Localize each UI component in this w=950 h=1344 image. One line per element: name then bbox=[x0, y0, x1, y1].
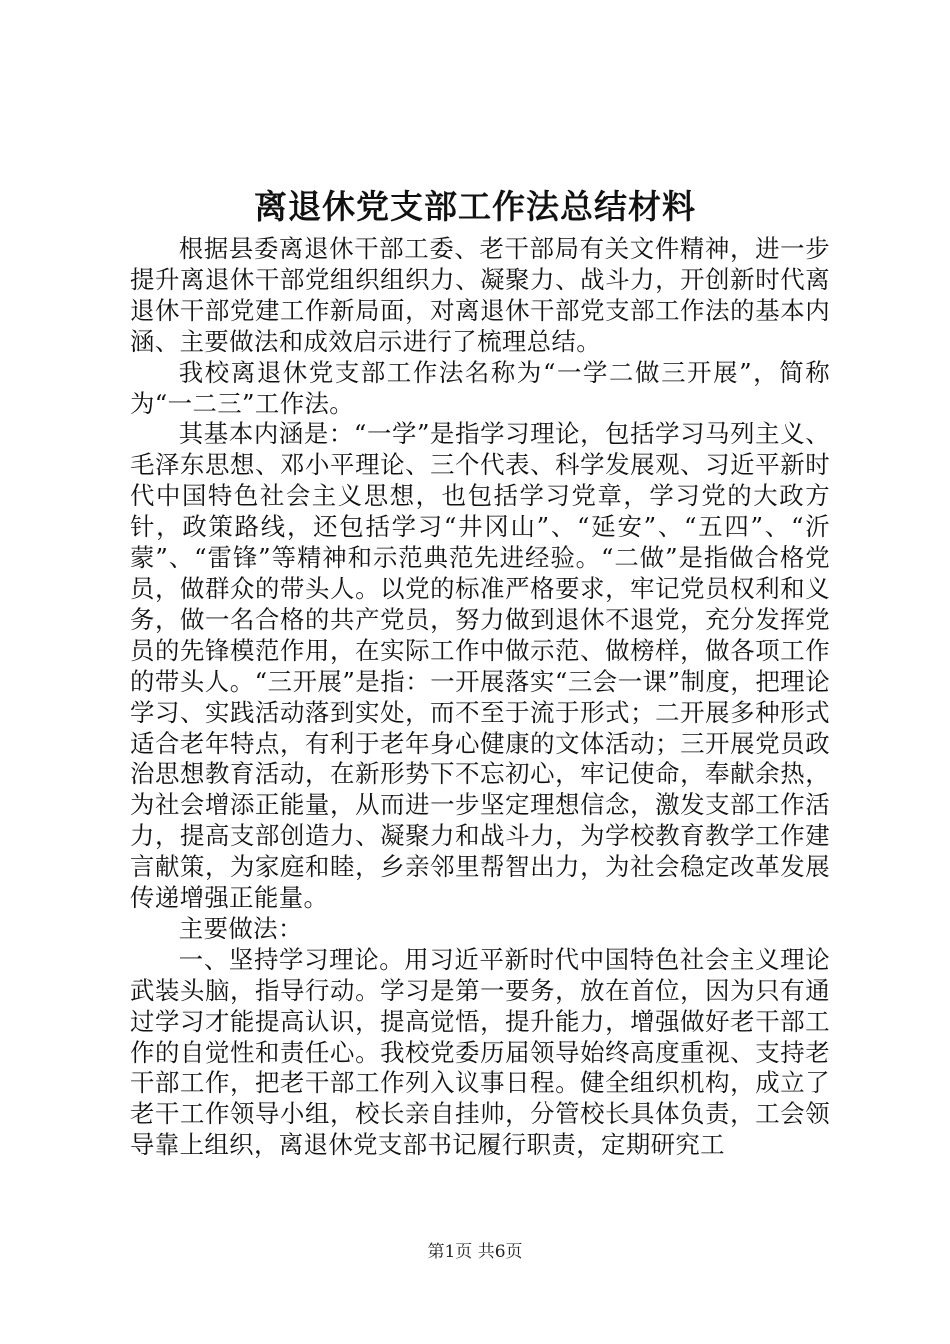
paragraph-main-methods-heading: 主要做法： bbox=[178, 913, 303, 943]
paragraph-name: 我校离退休党支部工作法名称为“一学二做三开展”，简称为“一二三”工作法。 bbox=[130, 357, 830, 418]
document-body bbox=[130, 234, 830, 1161]
paragraph-intro: 根据县委离退休干部工委、老干部局有关文件精神，进一步提升离退休干部党组织组织力、凝聚力、战斗力，开创新时代离退休干部党建工作新局面，对离退休干部党支部工作法的基本内涵、主要做法和成效启示进行了梳理总结。 bbox=[130, 234, 830, 356]
document-title: 离退休党支部工作法总结材料 bbox=[254, 187, 696, 226]
paragraph-study-theory: 一、坚持学习理论。用习近平新时代中国特色社会主义理论武装头脑，指导行动。学习是第一要务，放在首位，因为只有通过学习才能提高认识，提高觉悟，提升能力，增强做好老干部工作的自觉性和责任心。我校党委历届领导始终高度重视、支持老干部工作，把老干部工作列入议事日程。健全组织机构，成立了老干工作领导小组，校长亲自挂帅，分管校长具体负责，工会领导靠上组织，离退休党支部书记履行职责，定期研究工 bbox=[130, 944, 830, 1160]
paragraph-basic-meaning: 其基本内涵是：“一学”是指学习理论，包括学习马列主义、毛泽东思想、邓小平理论、三个代表、科学发展观、习近平新时代中国特色社会主义思想，也包括学习党章，学习党的大政方针，政策路线，还包括学习“井冈山”、“延安”、“五四”、“沂蒙”、“雷锋”等精神和示范典范先进经验。“二做”是指做合格党员，做群众的带头人。以党的标准严格要求，牢记党员权利和义务，做一名合格的共产党员，努力做到退休不退党，充分发挥党员的先锋模范作用，在实际工作中做示范、做榜样，做各项工作的带头人。“三开展”是指：一开展落实“三会一课”制度，把理论学习、实践活动落到实处，而不至于流于形式；二开展多种形式适合老年特点，有利于老年身心健康的文体活动；三开展党员政治思想教育活动，在新形势下不忘初心，牢记使命，奉献余热，为社会增添正能量，从而进一步坚定理想信念，激发支部工作活力，提高支部创造力、凝聚力和战斗力，为学校教育教学工作建言献策，为家庭和睦，乡亲邻里帮智出力，为社会稳定改革发展传递增强正能量。 bbox=[130, 419, 830, 913]
page-number-footer: 第1页 共6页 bbox=[427, 1242, 523, 1262]
